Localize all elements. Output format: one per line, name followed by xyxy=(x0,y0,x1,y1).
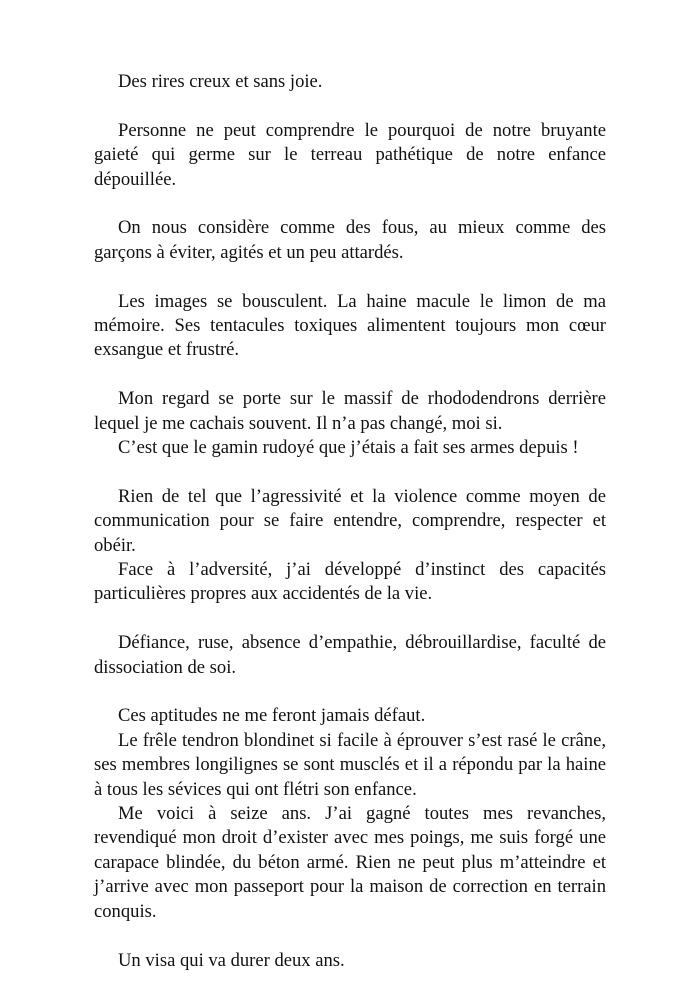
paragraph-gap xyxy=(94,265,606,289)
paragraph: C’est que le gamin rudoyé que j’étais a fait ses armes depuis ! xyxy=(118,437,579,459)
paragraph: Les images se bousculent. La haine macule le limon de ma mémoire. Ses tentacules toxiques alimentent toujours mon cœur exsangue et frustré. xyxy=(94,290,606,361)
paragraph-gap xyxy=(94,607,606,631)
paragraph: Rien de tel que l’agressivité et la violence comme moyen de communication pour se faire entendre, comprendre, respecter et obéir. xyxy=(94,485,606,556)
paragraph: Mon regard se porte sur le massif de rhododendrons derrière lequel je me cachais souvent. Il n’a pas changé, moi si. xyxy=(94,388,606,434)
paragraph: Le frêle tendron blondinet si facile à éprouver s’est rasé le crâne, ses membres longilignes se sont musclés et il a répondu par la haine à tous les sévices qui ont flétri son enfance. xyxy=(94,729,606,800)
paragraph: Face à l’adversité, j’ai développé d’instinct des capacités particulières propres aux accidentés de la vie. xyxy=(94,559,606,605)
paragraph-gap xyxy=(94,192,606,216)
paragraph: Défiance, ruse, absence d’empathie, débrouillardise, faculté de dissociation de soi. xyxy=(94,632,606,678)
paragraph: Personne ne peut comprendre le pourquoi de notre bruyante gaieté qui germe sur le terreau pathétique de notre enfance dépouillée. xyxy=(94,119,606,190)
paragraph: Me voici à seize ans. J’ai gagné toutes mes revanches, revendiqué mon droit d’exister avec mes poings, me suis forgé une carapace blindée, du béton armé. Rien ne peut plus m’atteindre et j’arrive avec mon passeport pour la maison de correction en terrain conquis. xyxy=(94,803,606,922)
paragraph: Ces aptitudes ne me feront jamais défaut. xyxy=(118,705,426,727)
paragraph-gap xyxy=(94,924,606,948)
paragraph-gap xyxy=(94,680,606,704)
paragraph: On nous considère comme des fous, au mieux comme des garçons à éviter, agités et un peu attardés. xyxy=(94,217,606,263)
paragraph: Un visa qui va durer deux ans. xyxy=(118,949,345,971)
paragraph: Des rires creux et sans joie. xyxy=(118,71,323,92)
document-page xyxy=(94,70,606,973)
paragraph-gap xyxy=(94,460,606,484)
paragraph-gap xyxy=(94,94,606,118)
paragraph-gap xyxy=(94,363,606,387)
